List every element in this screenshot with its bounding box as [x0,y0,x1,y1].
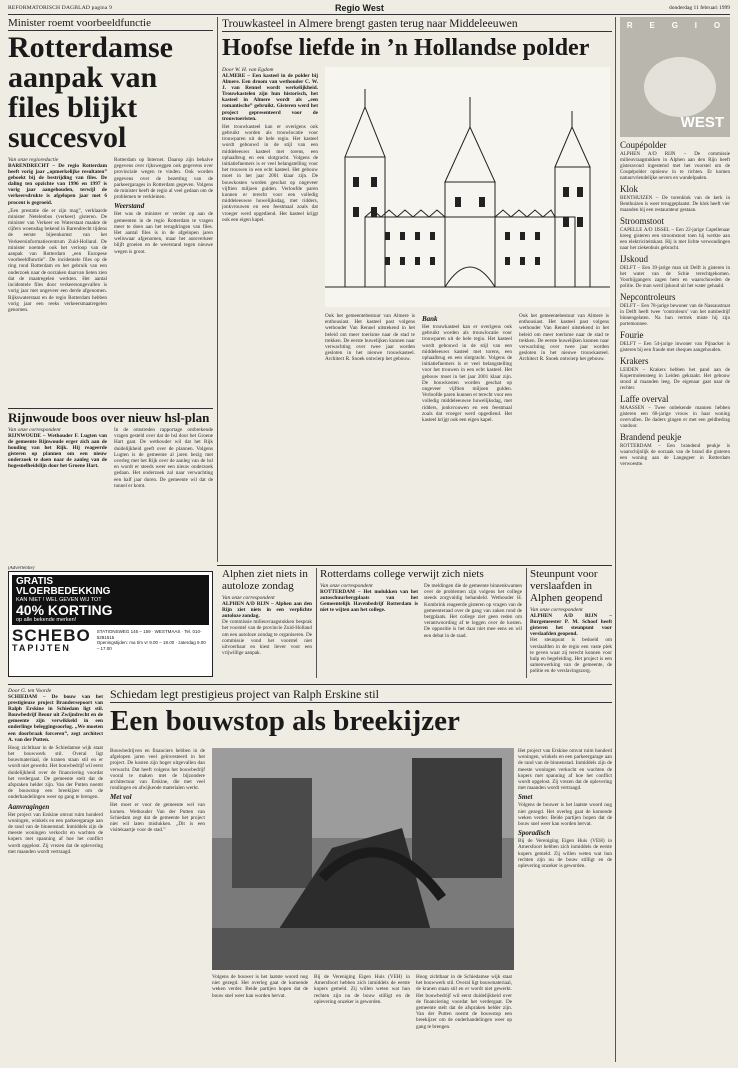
ad-brand: SCHEBO [12,626,91,645]
map-shape-icon [644,57,716,117]
banner-word: WEST [680,114,724,131]
article-schiedam-head [110,687,612,747]
article-schiedam-body9: Volgens de bouwer is het laatste woord nog niet gezegd. Het overleg gaat de komende weken verder. Beide partijen hopen dat de bouw snel weer kan worden hervat. [518,802,612,828]
sidebar-news-title: Coupépolder [620,140,667,150]
article-files-lead: BARENDRECHT – De regio Rotterdam heeft vorig jaar „opmerkelijke resultaten” geboekt bij de bestrijding van files. De daling ten opzichte van 1996 en 1997 is vorig jaar aangehouden, terwijl de verkeersdrukte is afgelopen jaar met 6 procent is gegroeid. [8,163,107,206]
sidebar-news-title: Krakers [620,356,649,366]
article-hsl [8,411,213,561]
sidebar-news-title: Fourie [620,330,644,340]
article-castle-byline: Door W. H. van Egdom [222,67,274,73]
article-schiedam-headline: Een bouwstop als breekijzer [110,705,460,737]
article-hsl-body: In de omstreden rapportage ontbrekende vragen gesteld over dat de hsl door het Groene Hart gaat. De wethouder wil dat het Rijk duidelijkheid geeft over de plannen. Volgens Lugten is de gemeente al jaren bezig met overleg met het Rijk over de aanleg van de hsl en wordt er steeds weer een nieuw onderzoek gedaan. Het onderzoek zal naar verwachting een half jaar duren. De gemeente wil dat de tunnel er komt. [114,427,213,489]
banner-letter: G [671,21,681,30]
sidebar-news-title: Stroomstoot [620,216,665,226]
banner-letter: E [649,21,658,30]
sidebar-news-text: ALPHEN A/D RIJN – De commissie milieuvraagstukken in Alphen aan den Rijn heeft gisteravond ingestemd met het voorstel om de Coupépolder opnieuw in te richten. Er komen natuurvriendelijke oevers en wandelpaden. [620,151,730,181]
article-college-body: De meldingen die de gemeente binnenkwamen over de problemen zijn volgens het college steeds zorgvuldig behandeld. Wethouder H. Kombrink reageerde gisteren op vragen van de gemeenteraad over de gang van zaken rond de bergplaats. Het college ziet geen reden om verantwoording af te leggen over de kosten. De oppositie is het daar niet mee eens en wil een debat in de raad. [424,583,522,639]
article-schiedam-body5: Volgens de bouwer is het laatste woord nog niet gezegd. Het overleg gaat de komende weken verder. Beide partijen hopen dat de bouw snel weer kan worden hervat. [212,974,308,999]
banner-letter: R [626,21,636,30]
article-college [320,568,523,683]
article-schiedam-body6: Bij de Vereniging Eigen Huis (VEH) in Amersfoort hebben zich inmiddels de eerste kopers gemeld. Zij willen weten wat hun rechten zijn nu de bouw stilligt en de oplevering onzeker is geworden. [314,974,410,1005]
article-castle-body3: Het trouwkasteel kan er overigens ook gebruikt worden als trouwlocatie voor trouwparen uit de hele regio. Het kasteel wordt gebouwd in de stijl van een middeleeuws kasteel met torens, een ophaalbrug en een slotgracht. Volgens de initiatiefnemers is er veel belangstelling voor het trouwen in een echt kasteel. Het gebouw moet in het jaar 2001 klaar zijn. De bouwkosten worden geschat op ongeveer vijftien miljoen gulden. Verloofde paren kunnen er terecht voor een volledig middeleeuwse huwelijksdag, met ridders, jonkvrouwen en een feestmaal zoals dat vroeger werd opgediend. Het kasteel krijgt ook een eigen kapel. [422,324,512,424]
article-hsl-byline: Van onze correspondent [8,427,61,433]
sidebar-news-item [620,140,730,181]
article-schiedam-sub3: Smet [518,793,533,802]
header-date: donderdag 11 februari 1999 [668,5,730,11]
sidebar-news-title: Nepcontroleurs [620,292,676,302]
header-section: Regio West [335,3,384,13]
article-schiedam-body7: Hoog zichtbaar in de Schiedamse wijk staat het bouwwerk stil. Overal ligt bouwmateriaal, de kranen staan stil en er wordt niet gewerkt. Het bouwbedrijf wil eerst duidelijkheid over de financiering voordat het verdergaat. De gemeente stelt dat de afspraken helder zijn. Van der Putten noemt de bouwstop een breekijzer om de onderhandelingen weer op gang te brengen. [416,974,512,1030]
sidebar-news-text: ROTTERDAM – Een brandend peukje is waarschijnlijk de oorzaak van de brand die gisteren een woning aan de Langegeer in Rotterdam verwoestte. [620,443,730,467]
construction-photo [212,748,514,970]
sidebar-news-title: Klok [620,184,638,194]
article-schiedam-lead: SCHIEDAM – De bouw van het prestigieuze project Brandersepoort van Ralph Erskine in Schiedam ligt stil. Bouwbedrijf Beour uit Zwijndrecht en de gemeente zijn verwikkeld in een onderlinge beleggingsoorlog. „We moeten een doorbraak forceren”, zegt architect A. van der Putten. [8,694,103,743]
sidebar-news-title: Laffe overval [620,394,669,404]
article-files-body2: Rotterdam op Internet. Daarop zijn behalve gegevens over rijksweggen ook gegevens over provinciale wegen te vinden. Ook worden gegevens over de bezetting van de parkeergarages in Rotterdam gegeven. Volgens de minister heeft de regio al veel gedaan om de problemen te verkleinen. [114,157,213,201]
sidebar-news-text: MAASSEN – Twee onbekende mannen hebben gisteren een 68-jarige vrouw in haar woning overvallen. De daders gingen er met een geldbedrag vandoor. [620,405,730,429]
article-autoloze-byline: Van onze correspondent [222,595,275,601]
article-schiedam-bottom [212,974,514,1064]
ad-brand-sub: TAPIJTEN [12,643,71,653]
sidebar-news-item [620,184,730,213]
article-steunpunt-byline: Van onze correspondent [530,607,583,613]
article-college-lead: ROTTERDAM – Het molukken van het autoschuurbergplaats van het Gemeentelijk Havenbedrijf Rotterdam is niet te wijten aan het college. [320,589,418,614]
article-files-byline: Van onze regioredactie [8,157,59,163]
castle-drawing [325,67,610,307]
banner-letter: I [694,21,700,30]
article-steunpunt-lead: ALPHEN A/D RIJN – Burgemeester P. M. Schoof heeft gisteren het steunpunt voor verslaafden geopend. [530,613,612,638]
sidebar-news-item [620,292,730,327]
article-files-headline: Rotterdamse aanpak van files blijkt succesvol [8,31,173,154]
article-college-byline: Van onze correspondent [320,583,373,589]
article-schiedam-col2 [110,748,205,1058]
ad-line2: VLOERBEDEKKING [16,586,111,597]
ad-address: STATIONSWEG 145 – 159 · WESTMAAS · Tel. 010-5281515 [96,629,202,640]
sidebar-news-text: DELFT – Een 39-jarige man uit Delft is gisteren in het water van de Schie terechtgekomen. Voorbijgangers zagen hem en waarschuwden de politie. De man werd ijskoud uit het water gehaald. [620,265,730,289]
ad-line1: GRATIS [16,576,54,587]
ad-line4: 40% KORTING [16,602,113,618]
ad-tag: (Advertentie) [8,566,35,571]
sidebar-news-title: IJskoud [620,254,649,264]
sidebar-news-item [620,254,730,289]
article-schiedam-body2: Het project van Erskine omvat ruim honderd woningen, winkels en een parkeergarage aan de rand van de binnenstad. Inmiddels zijn de meeste woningen verkocht en wachten de kopers met spanning af hoe het conflict wordt opgelost. Zij vrezen dat de oplevering met maanden wordt vertraagd. [8,811,103,855]
article-autoloze [222,568,312,683]
construction-photo-graphic [212,748,514,970]
article-schiedam-body: Hoog zichtbaar in de Schiedamse wijk staat het bouwwerk stil. Overal ligt bouwmateriaal, de kranen staan stil en er wordt niet gewerkt. Het bouwbedrijf wil eerst duidelijkheid over de financiering voordat het verdergaat. De gemeente stelt dat de afspraken helder zijn. Van der Putten noemt de bouwstop een breekijzer om de onderhandelingen weer op gang te brengen. [8,744,103,801]
article-schiedam-byline: Door G. ten Voorde [8,688,52,694]
article-schiedam-left [8,688,103,1063]
article-files-kicker: Minister roemt voorbeeldfunctie [8,17,151,29]
sidebar-news-item [620,394,730,429]
article-schiedam-sub1: Aanvragingen [8,802,50,811]
article-autoloze-lead: ALPHEN A/D RIJN – Alphen aan den Rijn ziet niets in een verplichte autoloze zondag. [222,601,312,620]
article-castle-kicker: Trouwkasteel in Almere brengt gasten terug naar Middeleeuwen [222,18,518,30]
article-schiedam-right [518,748,612,1063]
article-hsl-headline: Rijnwoude boos over nieuw hsl-plan [8,411,210,425]
ad-hours: Openingstijden: ma t/m vr 9.00 – 18.00 · zaterdag 9.00 – 17.00 [96,640,206,651]
article-schiedam-sub2: Met vol [110,793,132,802]
article-files-sub: Weerstand [114,202,145,211]
ad-line5: op alle bekende merken! [16,617,77,623]
banner-letter: O [713,21,724,30]
sidebar-news-title: Brandend peukje [620,432,682,442]
article-schiedam-sub4: Sporadisch [518,829,551,838]
article-schiedam-body4: Het moet er voor de gemeente wel van komen. Wethouder Van der Putten van Schiedam zegt dat de gemeente het project niet wil laten mislukken. „Dit is een visitekaartje voor de stad.” [110,802,205,834]
article-castle-lead: ALMERE – Een kasteel in de polder bij Almere. Een droom van wethouder C. W. J. van Rennel wordt werkelijkheid. Trouwkastelen zijn hun historisch, het kasteel in Almere wordt als „een romantische” gebruikt. Gisteren werd het project gepresenteerd voor de trouwtoeristen. [222,73,318,122]
article-college-headline: Rotterdams college verwijt zich niets [320,568,484,580]
sidebar-news-text: BENTHUIZEN – De torenklok van de kerk in Benthuizen is weer teruggeplaatst. De klok heeft vier maanden bij een restaurateur gestaan. [620,195,730,213]
ad-line3: KAN NIET ! WEL GEVEN WIJ TOT [16,597,102,603]
article-steunpunt-body: Het steunpunt is bedoeld om verslaafden in de regio een vaste plek te geven waar zij terecht kunnen voor hulp en begeleiding. Het project is een samenwerking van de gemeente, de politie en de verslavingszorg. [530,637,612,675]
article-steunpunt [530,568,612,683]
article-castle-body2: Ook het gemeentebestuur van Almere is enthousiast. Het kasteel past volgens wethouder Van Rennel uitstekend in het beleid om meer toerisme naar de stad te trekken. De eerste huwelijken kunnen naar verwachting over twee jaar worden gesloten in het nieuwe trouwkasteel. Architect R. Snoek ontwierp het gebouw. [325,313,415,363]
article-files-body3: Het was de minister er verder op aan de gemeenten in de regio Rotterdam te vragen meer te doen aan het terugdringen van files. Het aantal files is in de afgelopen jaren weliswaar afgenomen, maar het autoverkeer blijft groeien en de weerstand tegen nieuwe wegen is groot. [114,211,213,255]
article-castle-sub: Bank [422,315,438,323]
article-steunpunt-headline: Steunpunt voor verslaafden in Alphen geopend [530,568,603,604]
article-schiedam-body3: Bouwbedrijven en financiers hebben in de afgelopen jaren veel geïnvesteerd in het project. De kosten zijn hoger uitgevallen dan verwacht. Dat heeft volgens het bouwbedrijf vooral te maken met de bijzondere architectuur van Erskine, die met veel rondingen en afwijkende materialen werkt. [110,748,205,792]
header-rule [8,14,730,15]
castle-illustration [325,67,610,307]
header-left: REFORMATORISCH DAGBLAD pagina 9 [8,5,113,11]
article-autoloze-body: De commissie milieuvraagstukken besprak het voorstel van de provincie Zuid-Holland om een autoloze zondag te organiseren. De commissie vond het voorstel niet uitvoerbaar en kiest liever voor een vrijwillige aanpak. [222,619,312,657]
sidebar-news-item [620,432,730,467]
sidebar-news-text: CAPELLE A/D IJSSEL – Een 22-jarige Capellenaar kreeg gisteren een stroomstoot toen hij werkte aan een elektriciteitskast. Hij is met lichte verwondingen naar het ziekenhuis gebracht. [620,227,730,251]
article-files-body: „Een prestatie die er zijn mag”, verklaarde minister Netelenbos (verkeer) gisteren. De minister van Verkeer en Waterstaat maakte de cijfers woensdag bekend in Barendrecht tijdens de eerste bijeenkomst van het Verkeersinformatiecentrum Zuid-Holland. De minister noemde ook het verloop van de aanpak van Rotterdam „een Europese voorbeeldfunctie”. De incidentele files op de ring rond Rotterdam en het gebruik van een onderzoek naar de oorzaken daarvan lieten zien dat de maatregelen werkten. Het aantal incidentele files door verkeersongevallen is vorig jaar met ongeveer een derde afgenomen. Rijkswaterstaat en de regio Rotterdam hebben vorig jaar een reeks verkeersmaatregelen genomen. [8,207,107,313]
article-autoloze-headline: Alphen ziet niets in autoloze zondag [222,568,308,592]
advertisement [8,566,213,679]
article-files [8,17,213,407]
article-castle-body: Het trouwkasteel kan er overigens ook gebruikt worden als trouwlocatie voor trouwparen uit de hele regio. Het kasteel wordt gebouwd in de stijl van een middeleeuws kasteel met torens, een ophaalbrug en een slotgracht. Volgens de initiatiefnemers is er veel belangstelling voor het trouwen in een echt kasteel. Het gebouw moet in het jaar 2001 klaar zijn. De bouwkosten worden geschat op ongeveer vijftien miljoen gulden. Verloofde paren kunnen er terecht voor een volledig middeleeuwse huwelijksdag, met ridders, jonkvrouwen en een feestmaal zoals dat vroeger werd opgediend. Het kasteel krijgt ook een eigen kapel. [222,123,318,223]
sidebar-news-text: LEIDEN – Krakers hebben het pand aan de Kopermolensteeg in Leiden gekraakt. Het gebouw stond al maanden leeg. De eigenaar gaat naar de rechter. [620,367,730,391]
article-schiedam-body8: Het project van Erskine omvat ruim honderd woningen, winkels en een parkeergarage aan de rand van de binnenstad. Inmiddels zijn de meeste woningen verkocht en wachten de kopers met spanning af hoe het conflict wordt opgelost. Zij vrezen dat de oplevering met maanden wordt vertraagd. [518,748,612,792]
article-castle [222,17,612,562]
article-castle-headline: Hoofse liefde in ’n Hollandse polder [222,35,590,61]
sidebar-news-text: DELFT – Een 78-jarige bewoner van de Nassaustraat in Delft heeft twee ‘controleurs’ van het nutsbedrijf binnengelaten. Na hun vertrek miste hij zijn portemonnee. [620,303,730,327]
sidebar-news-item [620,356,730,391]
sidebar-news-text: DELFT – Een 54-jarige inwoner van Pijnacker is gisteren bij een fraude met cheques aangehouden. [620,341,730,353]
sidebar-regio-west [620,17,730,1062]
article-schiedam-body10: Bij de Vereniging Eigen Huis (VEH) in Amersfoort hebben zich inmiddels de eerste kopers gemeld. Zij willen weten wat hun rechten zijn nu de bouw stilligt en de oplevering onzeker is geworden. [518,838,612,870]
sidebar-news-item [620,330,730,353]
article-castle-body4: Ook het gemeentebestuur van Almere is enthousiast. Het kasteel past volgens wethouder Van Rennel uitstekend in het beleid om meer toerisme naar de stad te trekken. De eerste huwelijken kunnen naar verwachting over twee jaar worden gesloten in het nieuwe trouwkasteel. Architect R. Snoek ontwierp het gebouw. [519,313,609,363]
sidebar-news-item [620,216,730,251]
article-schiedam-kicker: Schiedam legt prestigieus project van Ralph Erskine stil [110,687,379,701]
regio-west-banner [620,17,730,137]
article-hsl-lead: RIJNWOUDE – Wethouder F. Lugten van de gemeente Rijnwoude erger zich aan de houding van het Rijk. Hij reageerde gisteren op plannen om een nieuw onderzoek te doen naar de aanleg van de hogesnelheidslijn door het Groene Hart. [8,433,107,470]
